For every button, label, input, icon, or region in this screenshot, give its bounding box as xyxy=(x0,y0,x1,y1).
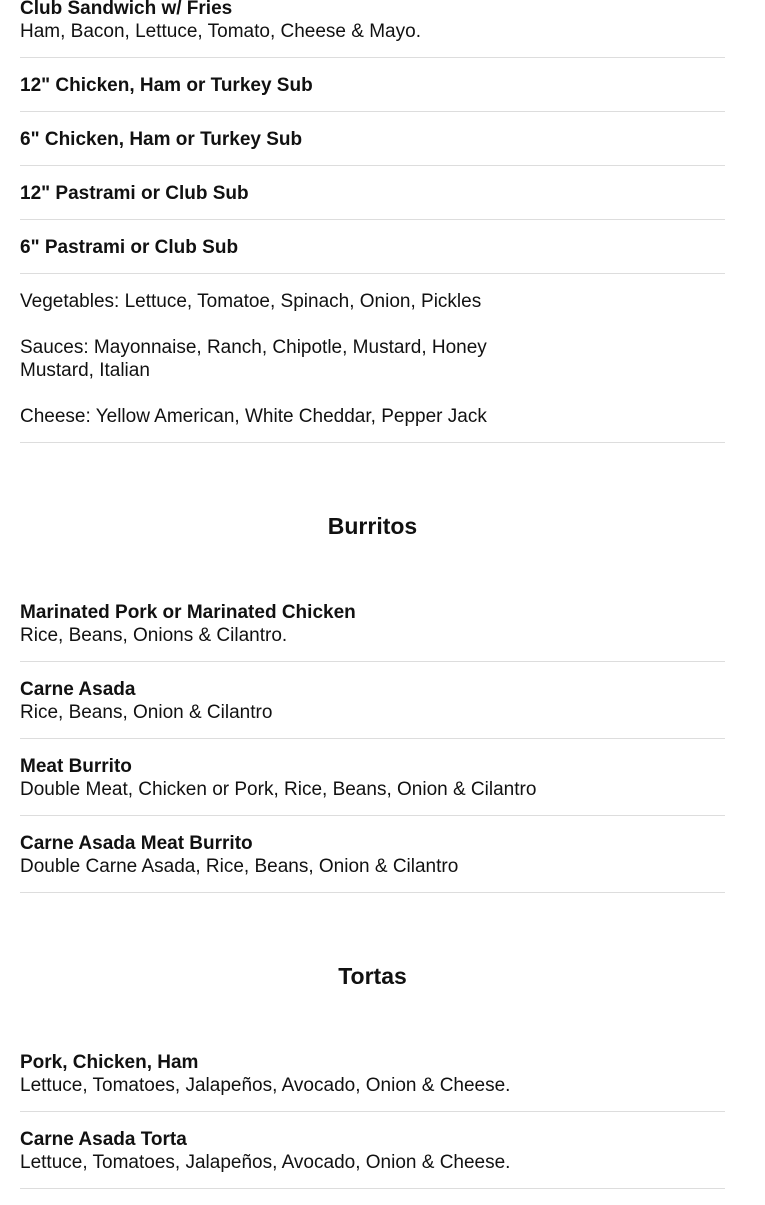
section-title-burritos: Burritos xyxy=(327,513,418,539)
menu-page xyxy=(20,0,725,1205)
menu-item-carne-asada-torta xyxy=(20,1128,725,1189)
menu-item-12-chicken-sub xyxy=(20,74,725,112)
item-name: 6" Pastrami or Club Sub xyxy=(20,237,239,258)
menu-item-marinated-burrito xyxy=(20,601,725,662)
item-name: Pork, Chicken, Ham xyxy=(20,1052,199,1073)
menu-item-12-pastrami-sub xyxy=(20,182,725,220)
item-name: Carne Asada Meat Burrito xyxy=(20,833,253,854)
item-name: Marinated Pork or Marinated Chicken xyxy=(20,602,356,623)
sandwich-options xyxy=(20,290,725,443)
item-description: Double Meat, Chicken or Pork, Rice, Beans, Onion & Cilantro xyxy=(20,779,537,800)
sauces-option: Sauces: Mayonnaise, Ranch, Chipotle, Mustard, Honey Mustard, Italian xyxy=(20,337,487,381)
item-description: Rice, Beans, Onions & Cilantro. xyxy=(20,625,288,646)
cheese-option: Cheese: Yellow American, White Cheddar, Pepper Jack xyxy=(20,406,487,427)
vegetables-option: Vegetables: Lettuce, Tomatoe, Spinach, Onion, Pickles xyxy=(20,291,482,312)
item-name: Carne Asada Torta xyxy=(20,1129,187,1150)
item-description: Lettuce, Tomatoes, Jalapeños, Avocado, Onion & Cheese. xyxy=(20,1075,511,1096)
item-description: Ham, Bacon, Lettuce, Tomato, Cheese & Mayo. xyxy=(20,21,421,42)
menu-item-6-chicken-sub xyxy=(20,128,725,166)
menu-item-meat-burrito xyxy=(20,755,725,816)
menu-item-club-sandwich xyxy=(20,0,725,58)
menu-item-carne-asada-meat-burrito xyxy=(20,832,725,893)
menu-item-6-pastrami-sub xyxy=(20,236,725,274)
item-name: Club Sandwich w/ Fries xyxy=(20,0,233,19)
menu-item-carne-asada xyxy=(20,678,725,739)
item-description: Double Carne Asada, Rice, Beans, Onion & Cilantro xyxy=(20,856,459,877)
item-description: Rice, Beans, Onion & Cilantro xyxy=(20,702,273,723)
section-title-tortas: Tortas xyxy=(338,963,407,989)
item-description: Lettuce, Tomatoes, Jalapeños, Avocado, Onion & Cheese. xyxy=(20,1152,511,1173)
menu-item-pork-chicken-ham-torta xyxy=(20,1051,725,1112)
item-name: Carne Asada xyxy=(20,679,136,700)
item-name: Meat Burrito xyxy=(20,756,132,777)
item-name: 6" Chicken, Ham or Turkey Sub xyxy=(20,129,303,150)
item-name: 12" Chicken, Ham or Turkey Sub xyxy=(20,75,313,96)
item-name: 12" Pastrami or Club Sub xyxy=(20,183,249,204)
